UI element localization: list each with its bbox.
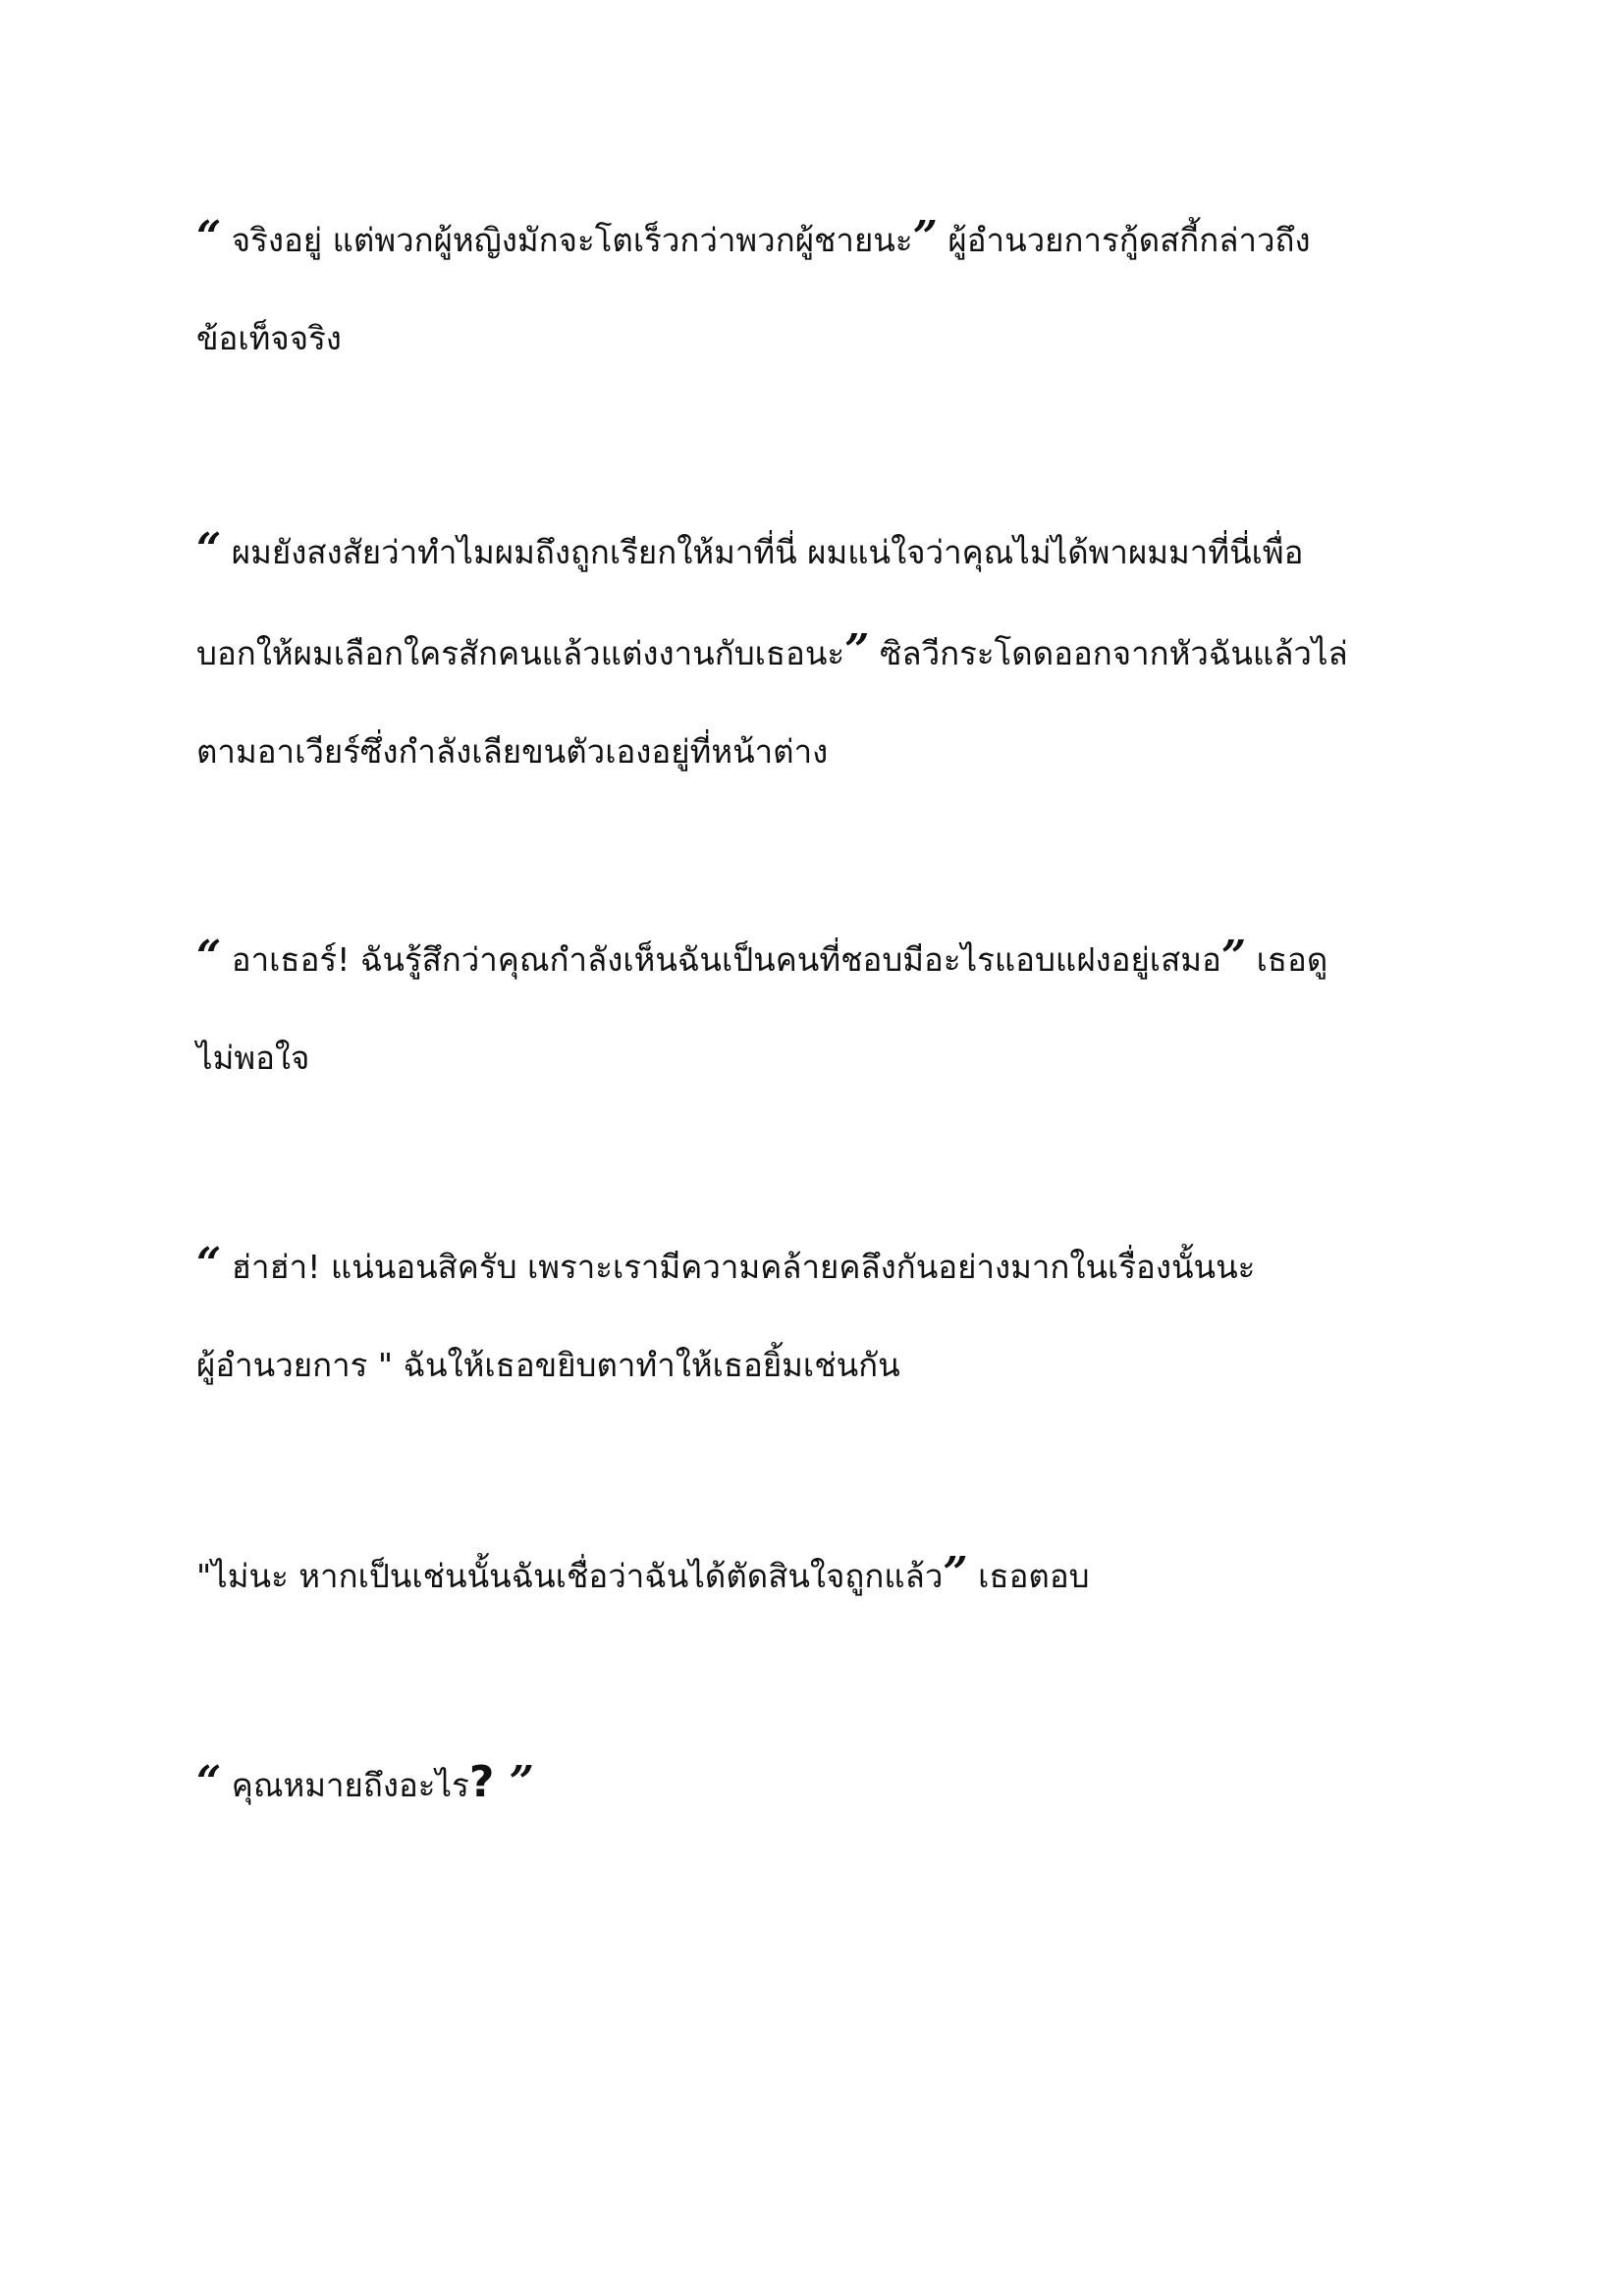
paragraph-line — [196, 703, 1443, 801]
narration-text: ข้อเท็จจริง — [196, 319, 342, 357]
paragraph-line — [196, 1316, 1443, 1415]
paragraph-line — [196, 188, 1443, 290]
dialogue-text: บอกให้ผมเลือกใครสักคนแล้วแต่งงานกับเธอนะ — [196, 634, 845, 672]
dialogue-text: ผมยังสงสัยว่าทำไมผมถึงถูกเรียกให้มาที่นี่ ผมแน่ใจว่าคุณไม่ได้พาผมมาที่นี่เพื่อ — [221, 533, 1304, 571]
close-quote: ” — [912, 212, 938, 262]
dialogue-text: อาเธอร์! ฉันรู้สึกว่าคุณกำลังเห็นฉันเป็นคนที่ชอบมีอะไรแอบแฝงอยู่เสมอ — [221, 940, 1221, 979]
paragraph-3 — [196, 908, 1443, 1107]
open-quote: “ — [196, 212, 222, 262]
narration-text: เธอดู — [1246, 940, 1328, 979]
narration-text: ซิลวีกระโดดออกจากหัวฉันแล้วไล่ — [869, 634, 1348, 672]
paragraph-line — [196, 602, 1443, 703]
dialogue-text: ฮ่าฮ่า! แน่นอนสิครับ เพราะเรามีความคล้ายคลึงกันอย่างมากในเรื่องนั้นนะ — [221, 1248, 1256, 1286]
close-quote: ” — [943, 1548, 968, 1598]
dialogue-text: คุณหมายถึงอะไร — [221, 1766, 469, 1804]
narration-text: เธอตอบ — [967, 1557, 1090, 1595]
paragraph-line — [196, 908, 1443, 1009]
narration-text: ตามอาเวียร์ซึ่งกำลังเลียขนตัวเองอยู่ที่หน้าต่าง — [196, 732, 829, 771]
paragraph-6 — [196, 1734, 1443, 1835]
dialogue-text: "ไม่นะ หากเป็นเช่นนั้นฉันเชื่อว่าฉันได้ตัดสินใจถูกแล้ว — [196, 1557, 944, 1595]
dialogue-text: ผู้อำนวยการ " ฉันให้เธอขยิบตาทำให้เธอยิ้มเช่นกัน — [196, 1346, 900, 1384]
paragraph-line — [196, 501, 1443, 602]
paragraph-line — [196, 1734, 1443, 1835]
open-quote: “ — [196, 932, 222, 982]
paragraph-line — [196, 1524, 1443, 1626]
open-quote: “ — [196, 1757, 222, 1807]
paragraph-4 — [196, 1215, 1443, 1415]
dialogue-text: จริงอยู่ แต่พวกผู้หญิงมักจะโตเร็วกว่าพวกผู้ชายนะ — [221, 221, 913, 259]
paragraph-2 — [196, 501, 1443, 801]
close-quote: ” — [844, 625, 870, 675]
close-quote: ” — [494, 1757, 534, 1807]
open-quote: “ — [196, 1239, 222, 1289]
paragraph-5 — [196, 1524, 1443, 1626]
paragraph-line — [196, 290, 1443, 388]
narration-text: ผู้อำนวยการกู้ดสกี้กล่าวถึง — [937, 221, 1311, 259]
paragraph-line — [196, 1215, 1443, 1316]
close-quote: ” — [1220, 932, 1247, 982]
paragraph-1 — [196, 188, 1443, 388]
question-mark: ? — [468, 1757, 495, 1807]
paragraph-line — [196, 1009, 1443, 1107]
narration-text: ไม่พอใจ — [196, 1039, 310, 1077]
open-quote: “ — [196, 524, 222, 574]
